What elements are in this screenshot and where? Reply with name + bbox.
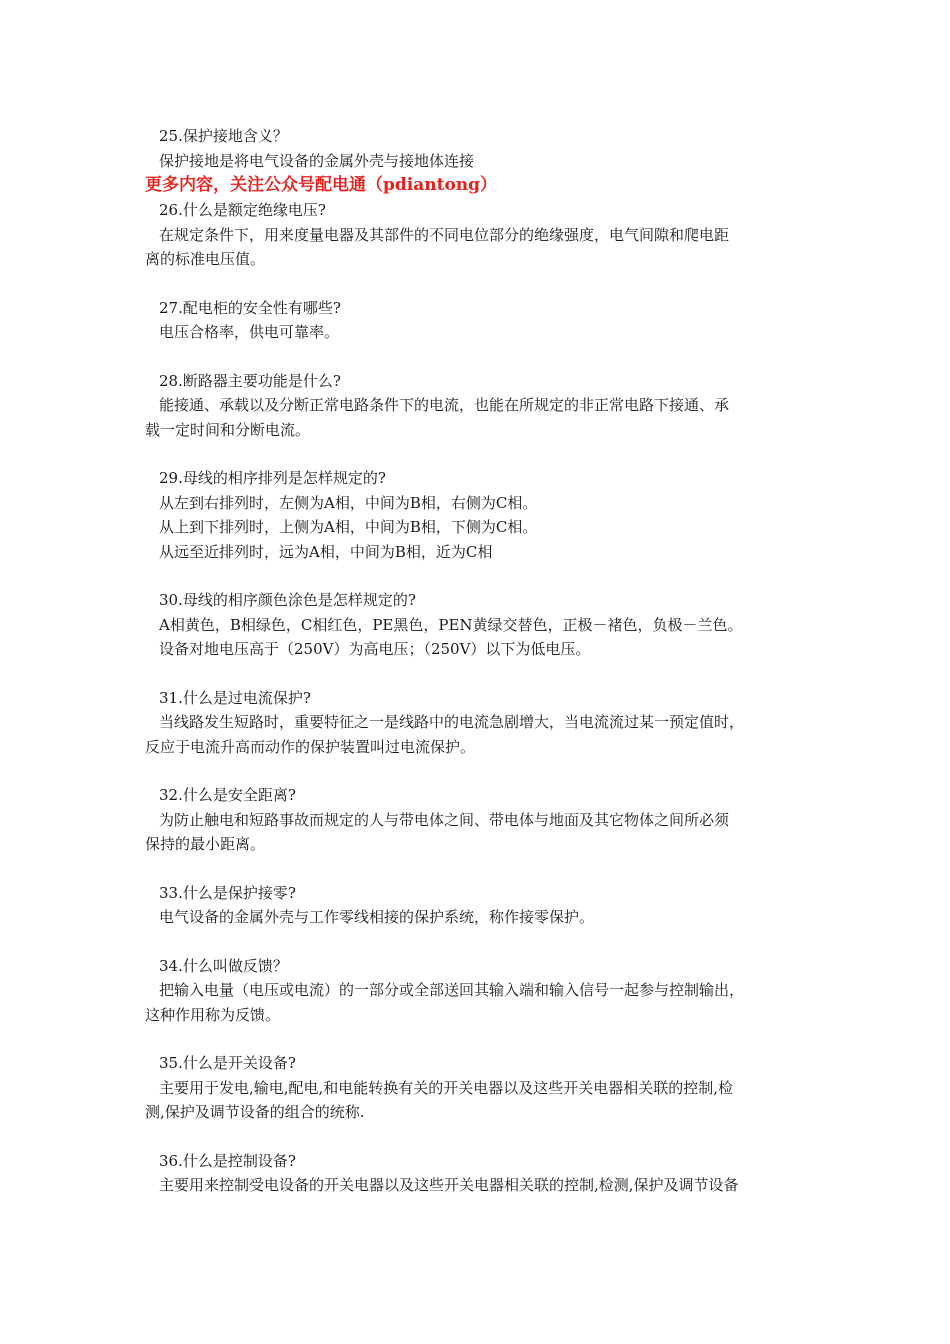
answer-29-line-2: 从上到下排列时，上侧为A相，中间为B相，下侧为C相。 (159, 518, 538, 536)
answer-36-line-1: 主要用来控制受电设备的开关电器以及这些开关电器相关联的控制,检测,保护及调节设备 (159, 1176, 739, 1194)
paragraph-gap (145, 662, 825, 686)
question-31: 31.什么是过电流保护? (159, 688, 311, 707)
question-32: 32.什么是安全距离? (159, 786, 296, 804)
answer-33-line-1: 电气设备的金属外壳与工作零线相接的保护系统，称作接零保护。 (159, 908, 595, 926)
paragraph-gap (145, 1125, 825, 1149)
paragraph-gap (145, 564, 825, 588)
answer-30-line-2: 设备对地电压高于（250V）为高电压；（250V）以下为低电压。 (159, 640, 591, 658)
answer-31-line-1: 当线路发生短路时，重要特征之一是线路中的电流急剧增大，当电流流过某一预定值时， (159, 713, 745, 731)
answer-31-line-2: 反应于电流升高而动作的保护装置叫过电流保护。 (145, 737, 476, 756)
question-25: 25.保护接地含义？ (159, 127, 288, 145)
question-27: 27.配电柜的安全性有哪些? (159, 298, 341, 317)
answer-27-line-1: 电压合格率，供电可靠率。 (159, 323, 340, 341)
answer-26-line-2: 离的标准电压值。 (145, 250, 266, 268)
paragraph-gap (145, 442, 825, 466)
answer-29-line-1: 从左到右排列时，左侧为A相，中间为B相，右侧为C相。 (159, 493, 538, 512)
promo-notice: 更多内容，关注公众号配电通（pdiantong） (145, 175, 498, 195)
answer-35-line-2: 测,保护及调节设备的组合的统称. (145, 1103, 365, 1121)
paragraph-gap (145, 272, 825, 296)
answer-32-line-2: 保持的最小距离。 (145, 835, 266, 853)
document-page (145, 124, 825, 1198)
answer-30-line-1: A相黄色，B相绿色，C相红色，PE黑色，PEN黄绿交替色，正极－褚色，负极－兰色。 (159, 615, 743, 634)
question-30: 30.母线的相序颜色涂色是怎样规定的? (159, 591, 416, 609)
answer-34-line-2: 这种作用称为反馈。 (145, 1005, 281, 1024)
answer-29-line-3: 从远至近排列时，远为A相，中间为B相，近为C相 (159, 542, 493, 561)
question-34: 34.什么叫做反馈？ (159, 956, 288, 975)
question-26: 26.什么是额定绝缘电压? (159, 201, 326, 219)
answer-28-line-1: 能接通、承载以及分断正常电路条件下的电流，也能在所规定的非正常电路下接通、承 (159, 396, 730, 414)
paragraph-gap (145, 857, 825, 881)
question-33: 33.什么是保护接零? (159, 883, 296, 902)
paragraph-gap (145, 930, 825, 954)
answer-25-line-1: 保护接地是将电气设备的金属外壳与接地体连接 (159, 151, 475, 170)
question-36: 36.什么是控制设备? (159, 1151, 296, 1170)
answer-35-line-1: 主要用于发电,输电,配电,和电能转换有关的开关电器以及这些开关电器相关联的控制,检 (159, 1078, 734, 1097)
question-29: 29.母线的相序排列是怎样规定的? (159, 469, 386, 487)
paragraph-gap (145, 1027, 825, 1051)
answer-34-line-1: 把输入电量（电压或电流）的一部分或全部送回其输入端和输入信号一起参与控制输出， (159, 981, 745, 999)
paragraph-gap (145, 345, 825, 369)
paragraph-gap (145, 759, 825, 783)
answer-28-line-2: 载一定时间和分断电流。 (145, 420, 311, 439)
question-28: 28.断路器主要功能是什么? (159, 371, 341, 390)
answer-26-line-1: 在规定条件下，用来度量电器及其部件的不同电位部分的绝缘强度，电气间隙和爬电距 (159, 225, 730, 244)
answer-32-line-1: 为防止触电和短路事故而规定的人与带电体之间、带电体与地面及其它物体之间所必须 (159, 810, 730, 829)
question-35: 35.什么是开关设备? (159, 1054, 296, 1072)
